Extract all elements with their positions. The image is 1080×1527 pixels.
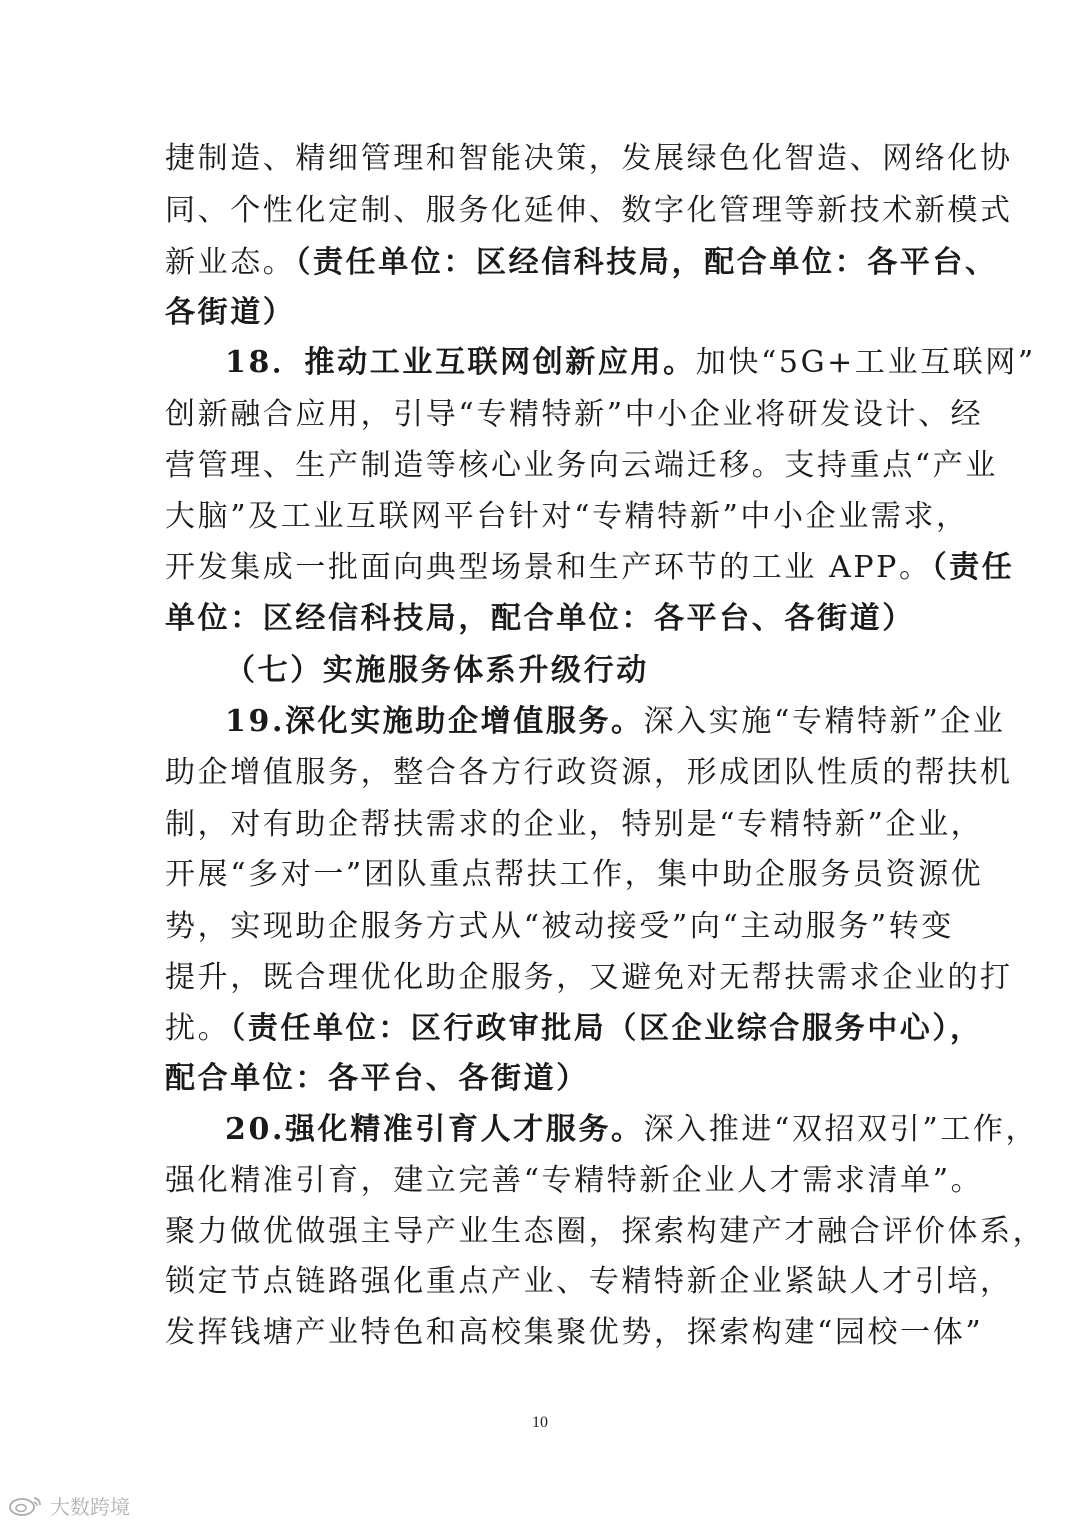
item-20-first-line	[225, 1105, 1039, 1155]
responsibility-note: （责任单位：区行政审批局（区企业综合服务中心），	[230, 1011, 983, 1046]
body-text: 扰。	[165, 1011, 231, 1046]
watermark	[8, 1490, 130, 1520]
item-19-first-line	[225, 697, 1006, 747]
body-line: 锁定节点链路强化重点产业、专精特新企业紧缺人才引培，	[165, 1264, 1013, 1299]
item-20-heading: 20.强化精准引育人才服务。	[225, 1112, 644, 1147]
body-line: 开展“多对一”团队重点帮扶工作，集中助企服务员资源优	[165, 857, 984, 892]
responsibility-note: 单位：区经信科技局，配合单位：各平台、各街道）	[165, 601, 915, 636]
body-line: 强化精准引育，建立完善“专精特新企业人才需求清单”。	[165, 1163, 984, 1198]
body-line: 助企增值服务，整合各方行政资源，形成团队性质的帮扶机	[165, 755, 1013, 790]
body-line	[165, 238, 998, 288]
weibo-logo-icon	[8, 1494, 44, 1516]
body-text: 新业态。	[165, 245, 296, 280]
body-line	[165, 1004, 983, 1054]
body-line: 同、个性化定制、服务化延伸、数字化管理等新技术新模式	[165, 193, 1013, 228]
body-text: 深入推进“双招双引”工作，	[643, 1112, 1039, 1147]
page-number: 10	[532, 1414, 548, 1431]
body-line	[165, 543, 1015, 593]
body-text: 加快“5G+工业互联网”	[695, 345, 1036, 380]
body-line: 大脑”及工业互联网平台针对“专精特新”中小企业需求，	[165, 499, 969, 534]
body-text: 深入实施“专精特新”企业	[643, 704, 1006, 739]
body-line: 制，对有助企帮扶需求的企业，特别是“专精特新”企业，	[165, 807, 984, 842]
watermark-text: 大数跨境	[50, 1494, 130, 1519]
body-line: 聚力做优做强主导产业生态圈，探索构建产才融合评价体系，	[165, 1214, 1046, 1249]
responsibility-note: 配合单位：各平台、各街道）	[165, 1061, 589, 1096]
body-line: 捷制造、精细管理和智能决策，发展绿色化智造、网络化协	[165, 141, 1013, 176]
section-heading: （七）实施服务体系升级行动	[225, 653, 649, 688]
item-19-heading: 19.深化实施助企增值服务。	[225, 704, 644, 739]
responsibility-note: （责任	[931, 550, 1015, 585]
body-text: 开发集成一批面向典型场景和生产环节的工业 APP。	[165, 550, 932, 585]
body-line: 势，实现助企服务方式从“被动接受”向“主动服务”转变	[165, 909, 954, 944]
body-line: 创新融合应用，引导“专精特新”中小企业将研发设计、经	[165, 397, 984, 432]
body-line: 提升，既合理优化助企服务，又避免对无帮扶需求企业的打	[165, 960, 1013, 995]
body-line: 发挥钱塘产业特色和高校集聚优势，探索构建“园校一体”	[165, 1315, 984, 1350]
body-line: 营管理、生产制造等核心业务向云端迁移。支持重点“产业	[165, 448, 998, 483]
responsibility-note: 各街道）	[165, 295, 296, 330]
item-18-heading: 18．推动工业互联网创新应用。	[225, 345, 696, 380]
item-18-first-line	[225, 338, 1036, 388]
responsibility-note: （责任单位：区经信科技局，配合单位：各平台、	[295, 245, 998, 280]
